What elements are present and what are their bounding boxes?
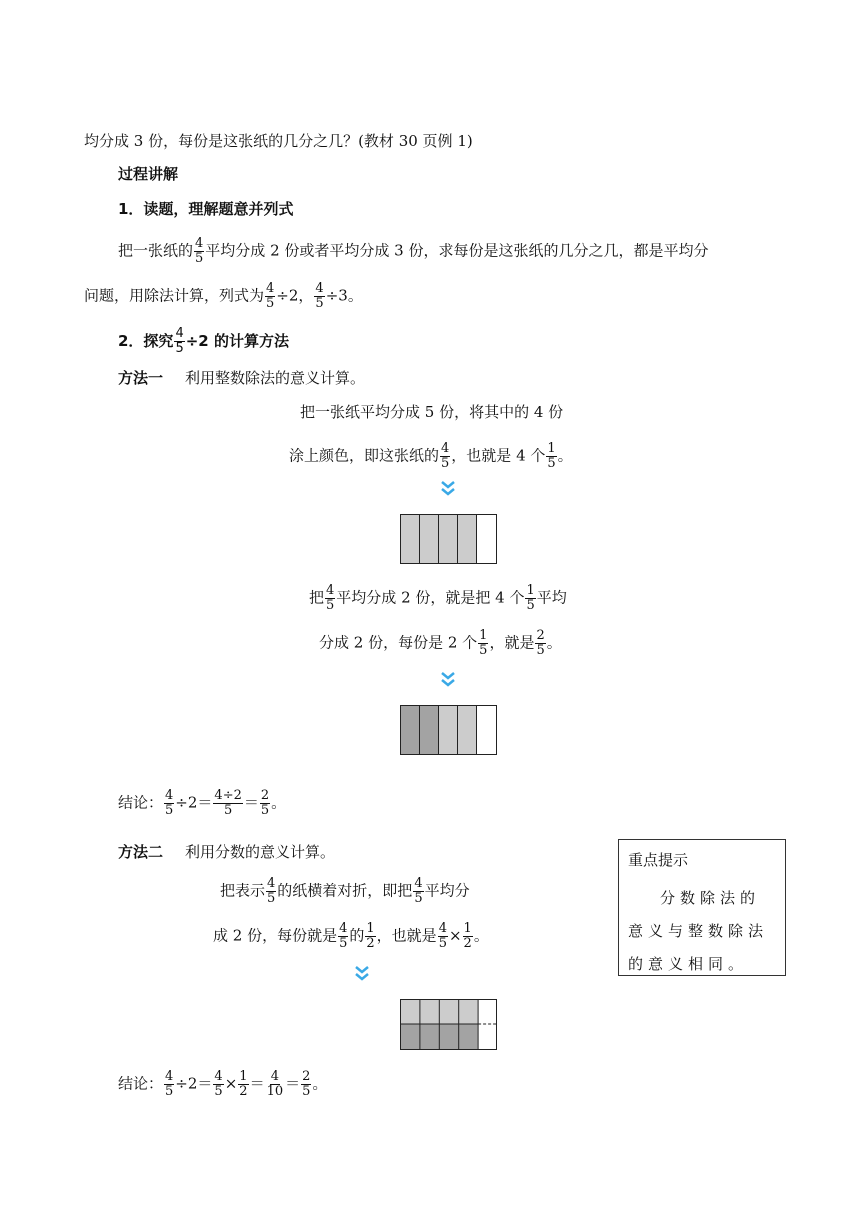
chevron-down-icon xyxy=(355,966,369,982)
method1-label: 方法一 xyxy=(118,369,164,387)
fraction-4-5: $\frac{4}{5}$ xyxy=(266,281,275,311)
fraction-4-5: $\frac{4}{5}$ xyxy=(214,1069,223,1099)
text: ＝ xyxy=(285,1074,301,1093)
section-title: 过程讲解 xyxy=(118,165,179,183)
text: 。 xyxy=(557,446,573,465)
m1-text4 xyxy=(319,629,562,658)
shaded-part xyxy=(458,515,477,563)
text: ＝ xyxy=(249,1074,265,1093)
text: ÷2＝ xyxy=(175,1074,213,1093)
text: 平均分成 2 份，就是把 4 个 xyxy=(336,588,525,607)
conclusion-label: 结论： xyxy=(118,793,164,812)
text: ，也就是 4 个 xyxy=(451,446,546,465)
shaded-part xyxy=(401,515,420,563)
fraction-4-5: $\frac{4}{5}$ xyxy=(438,921,447,951)
chevron-down-icon xyxy=(441,481,455,497)
fraction-bar-folded xyxy=(400,999,497,1050)
tip-body: 分数除法的意义与整数除法的意义相同。 xyxy=(628,889,769,973)
text: ÷2， xyxy=(276,286,314,305)
method1-text: 利用整数除法的意义计算。 xyxy=(185,369,366,387)
step1-title: 1．读题，理解题意并列式 xyxy=(118,200,294,218)
text: 平均 xyxy=(536,588,567,607)
shaded-part xyxy=(420,515,439,563)
text: 把一张纸的 xyxy=(118,241,194,260)
text: 。 xyxy=(312,1074,328,1093)
fraction-4-5: $\frac{4}{5}$ xyxy=(326,583,335,613)
fraction-bar-four-fifths xyxy=(400,514,497,564)
shaded-part xyxy=(439,515,458,563)
conclusion-2 xyxy=(118,1070,327,1099)
text: 涂上颜色，即这张纸的 xyxy=(289,446,440,465)
fraction-2-5: $\frac{2}{5}$ xyxy=(260,788,270,818)
conclusion-label: 结论： xyxy=(118,1074,164,1093)
fraction-1-5: $\frac{1}{5}$ xyxy=(526,583,535,613)
blank-part xyxy=(477,706,496,754)
fraction-4-5: $\frac{4}{5}$ xyxy=(165,1069,174,1099)
dark-part xyxy=(401,706,420,754)
fraction-2-5: $\frac{2}{5}$ xyxy=(536,628,545,658)
fraction-1-2: $\frac{1}{2}$ xyxy=(463,921,472,951)
text: 。 xyxy=(271,793,287,812)
m1-text1: 把一张纸平均分成 5 份，将其中的 4 份 xyxy=(300,403,564,421)
conclusion-1 xyxy=(118,789,286,818)
key-tip-box xyxy=(618,839,786,976)
fraction-bar-two-fifths xyxy=(400,705,497,755)
fraction-4-10: $\frac{4}{10}$ xyxy=(266,1069,284,1099)
fraction-4-5: $\frac{4}{5}$ xyxy=(339,921,348,951)
step1-paragraph-line1 xyxy=(118,237,708,266)
m2-text1 xyxy=(220,877,470,906)
chevron-down-icon xyxy=(441,672,455,688)
text: ÷2 的计算方法 xyxy=(185,332,289,350)
text: 成 2 份，每份就是 xyxy=(213,926,338,945)
text: ÷2＝ xyxy=(175,793,213,812)
fraction-4-5: $\frac{4}{5}$ xyxy=(165,788,174,818)
text: ，就是 xyxy=(489,633,535,652)
fraction-4-5: $\frac{4}{5}$ xyxy=(414,876,423,906)
method2-text: 利用分数的意义计算。 xyxy=(185,843,336,861)
m1-text2 xyxy=(289,442,573,471)
method2-heading xyxy=(118,842,335,862)
text: 的 xyxy=(349,926,365,945)
fraction-4-5: $\frac{4}{5}$ xyxy=(441,441,450,471)
blank-part xyxy=(477,515,496,563)
text: × xyxy=(448,926,462,945)
text: 2．探究 xyxy=(118,332,174,350)
text: 平均分成 2 份或者平均分成 3 份，求每份是这张纸的几分之几，都是平均分 xyxy=(205,241,709,260)
fraction-1-2: $\frac{1}{2}$ xyxy=(239,1069,248,1099)
intro-line: 均分成 3 份，每份是这张纸的几分之几？(教材 30 页例 1) xyxy=(84,132,473,150)
m1-text3 xyxy=(309,584,567,613)
text: 问题，用除法计算，列式为 xyxy=(84,286,265,305)
step2-title xyxy=(118,327,289,356)
fraction-1-5: $\frac{1}{5}$ xyxy=(547,441,556,471)
method1-heading xyxy=(118,368,365,388)
tip-title: 重点提示 xyxy=(628,851,689,869)
text: × xyxy=(224,1074,238,1093)
text: ，也就是 xyxy=(376,926,437,945)
fraction-1-2: $\frac{1}{2}$ xyxy=(366,921,375,951)
text: 把表示 xyxy=(220,881,266,900)
text: ÷3。 xyxy=(325,286,363,305)
text: 的纸横着对折，即把 xyxy=(277,881,413,900)
fraction-4-5: $\frac{4}{5}$ xyxy=(175,326,184,356)
step1-paragraph-line2 xyxy=(84,282,363,311)
fraction-4div2-5: $\frac{4\div 2}{5}$ xyxy=(214,788,242,818)
text: ＝ xyxy=(243,793,259,812)
fraction-4-5: $\frac{4}{5}$ xyxy=(267,876,276,906)
text: 把 xyxy=(309,588,325,607)
dark-part xyxy=(420,706,439,754)
m2-text2 xyxy=(213,922,489,951)
fraction-4-5: $\frac{4}{5}$ xyxy=(315,281,324,311)
text: 平均分 xyxy=(424,881,470,900)
text: 分成 2 份，每份是 2 个 xyxy=(319,633,478,652)
fraction-2-5: $\frac{2}{5}$ xyxy=(302,1069,311,1099)
shaded-part xyxy=(458,706,477,754)
text: 。 xyxy=(473,926,489,945)
text: 。 xyxy=(546,633,562,652)
method2-label: 方法二 xyxy=(118,843,164,861)
shaded-part xyxy=(439,706,458,754)
fraction-1-5: $\frac{1}{5}$ xyxy=(479,628,488,658)
fraction-4-5: $\frac{4}{5}$ xyxy=(195,236,204,266)
